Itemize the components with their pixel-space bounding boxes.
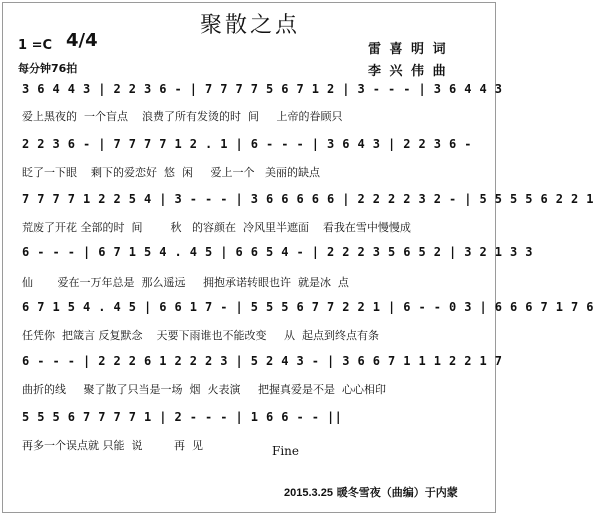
lyrics-line-6: 曲折的线 聚了散了只当是一场 烟 火表演 把握真爱是不是 心心相印 xyxy=(22,383,386,396)
time-signature: 4/4 xyxy=(66,30,98,51)
lyrics-line-3: 荒废了开花 全部的时 间 秋 的容颜在 冷风里半遮面 看我在雪中慢慢成 xyxy=(22,221,411,234)
lyrics-line-1: 爱上黑夜的 一个盲点 浪费了所有发烫的时 间 上帝的眷顾只 xyxy=(22,110,343,123)
footer-signature xyxy=(284,484,458,500)
notation-line-4: 6 - - - | 6 7 1 5 4 . 4 5 | 6 6 5 4 - | 2 2 2 3 5 6 5 2 | 3 2 1 3 3 xyxy=(22,245,533,259)
notation-line-3: 7 7 7 7 1 2 2 5 4 | 3 - - - | 3 6 6 6 6 6 | 2 2 2 2 3 2 - | 5 5 5 5 6 2 2 1 xyxy=(22,192,594,206)
footer-date: 2015.3.25 xyxy=(284,487,333,499)
lyricist-credit: 雷 喜 明 词 xyxy=(368,42,448,57)
lyrics-line-4: 仙 爱在一万年总是 那么遥远 拥抱承诺转眼也许 就是冰 点 xyxy=(22,276,349,289)
notation-line-2: 2 2 3 6 - | 7 7 7 7 1 2 . 1 | 6 - - - | 3 6 4 3 | 2 2 3 6 - xyxy=(22,137,472,151)
notation-line-6: 6 - - - | 2 2 2 6 1 2 2 2 3 | 5 2 4 3 - | 3 6 6 7 1 1 1 2 2 1 7 xyxy=(22,354,503,368)
notation-line-1: 3 6 4 4 3 | 2 2 3 6 - | 7 7 7 7 5 6 7 1 2 | 3 - - - | 3 6 4 4 3 xyxy=(22,82,503,96)
footer-text: 暖冬雪夜（曲编）于内蒙 xyxy=(332,486,458,499)
tempo-marking: 每分钟76拍 xyxy=(18,62,78,75)
lyrics-line-5: 任凭你 把箴言 反复默念 天要下雨谁也不能改变 从 起点到终点有条 xyxy=(22,329,379,342)
lyrics-line-2: 眨了一下眼 剩下的爱恋好 悠 闲 爱上一个 美丽的缺点 xyxy=(22,166,320,179)
lyrics-line-7: 再多一个误点就 只能 说 再 见 xyxy=(22,439,203,452)
key-signature: 1 =C xyxy=(18,38,53,53)
fine-marking: Fine xyxy=(272,444,299,458)
composer-credit: 李 兴 伟 曲 xyxy=(368,64,448,79)
notation-line-5: 6 7 1 5 4 . 4 5 | 6 6 1 7 - | 5 5 5 6 7 7 2 2 1 | 6 - - 0 3 | 6 6 6 7 1 7 6 xyxy=(22,300,594,314)
song-title: 聚散之点 xyxy=(199,13,300,38)
notation-line-7: 5 5 5 6 7 7 7 7 1 | 2 - - - | 1 6 6 - - || xyxy=(22,410,343,424)
